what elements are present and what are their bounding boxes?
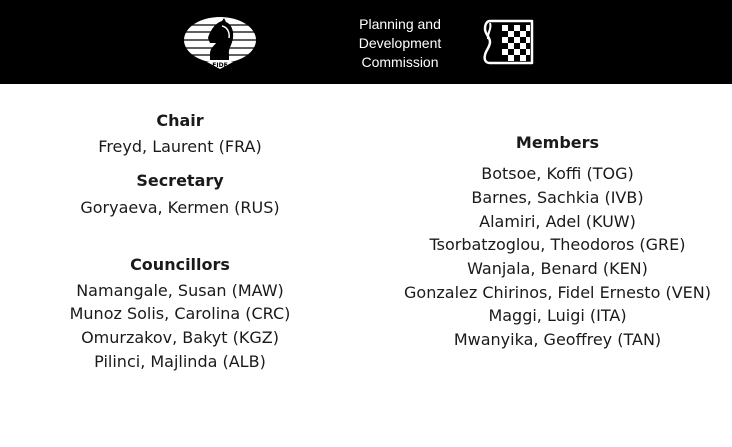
chair-heading: Chair bbox=[156, 111, 204, 130]
commission-title-line-3: Commission bbox=[361, 54, 439, 70]
left-column bbox=[30, 0, 330, 447]
councillor-name: Munoz Solis, Carolina (CRC) bbox=[69, 304, 291, 323]
secretary-heading: Secretary bbox=[136, 171, 224, 190]
councillor-name: Namangale, Susan (MAW) bbox=[76, 281, 284, 300]
secretary-name: Goryaeva, Kermen (RUS) bbox=[80, 198, 280, 217]
members-heading: Members bbox=[515, 133, 600, 152]
commission-title-line-1: Planning and bbox=[359, 16, 441, 32]
member-name: Barnes, Sachkia (IVB) bbox=[471, 188, 644, 207]
member-name: Maggi, Luigi (ITA) bbox=[488, 306, 627, 325]
member-name: Alamiri, Adel (KUW) bbox=[479, 212, 636, 231]
chair-name: Freyd, Laurent (FRA) bbox=[98, 137, 262, 156]
councillor-name: Omurzakov, Bakyt (KGZ) bbox=[81, 328, 279, 347]
member-name: Mwanyika, Geoffrey (TAN) bbox=[453, 330, 662, 349]
commission-title-line-2: Development bbox=[358, 35, 442, 51]
member-name: Gonzalez Chirinos, Fidel Ernesto (VEN) bbox=[404, 283, 711, 302]
member-name: Botsoe, Koffi (TOG) bbox=[481, 164, 634, 183]
member-name: Wanjala, Benard (KEN) bbox=[467, 259, 648, 278]
member-name: Tsorbatzoglou, Theodoros (GRE) bbox=[429, 235, 686, 254]
right-column bbox=[380, 0, 732, 447]
fide-logo-text: FIDE bbox=[212, 62, 228, 69]
councillor-name: Pilinci, Majlinda (ALB) bbox=[94, 352, 266, 371]
councillors-heading: Councillors bbox=[130, 255, 230, 274]
